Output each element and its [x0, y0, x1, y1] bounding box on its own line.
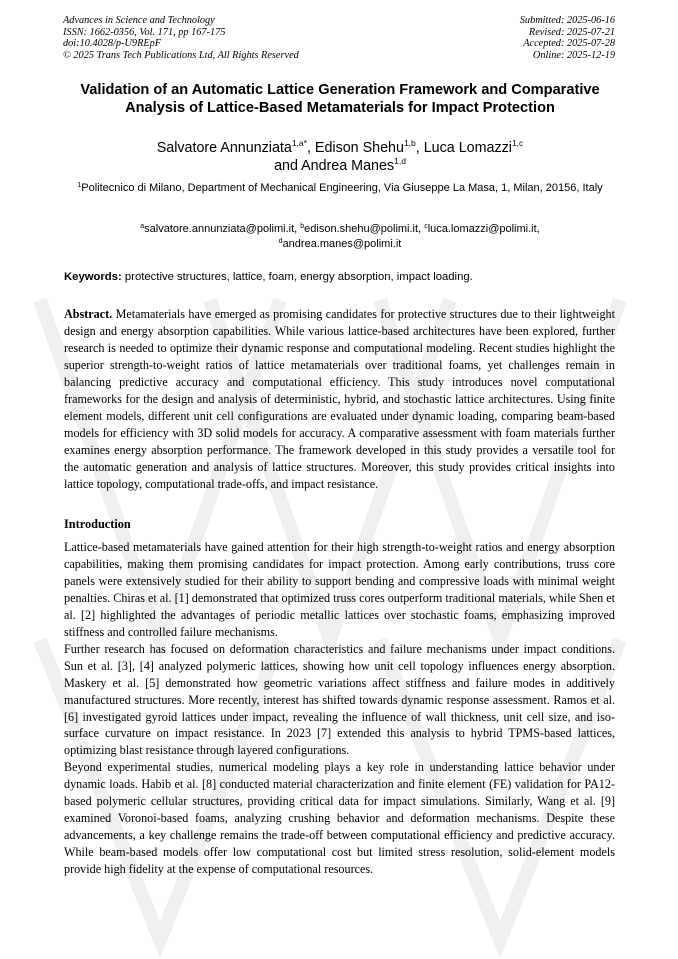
- submitted-date: Submitted: 2025-06-16: [519, 15, 615, 26]
- author-name: Salvatore Annunziata: [156, 140, 292, 156]
- keywords-text: protective structures, lattice, foam, energy absorption, impact loading.: [121, 271, 473, 283]
- introduction-body: [64, 539, 615, 878]
- author-name: Luca Lomazzi: [423, 140, 512, 156]
- journal-info: [63, 15, 299, 61]
- paper-title: Validation of an Automatic Lattice Generation Framework and Comparative Analysis of Lattice-Based Metamaterials for Impact Protection: [80, 82, 600, 116]
- online-date: Online: 2025-12-19: [532, 49, 615, 61]
- author-name: Edison Shehu: [314, 140, 404, 156]
- author-emails: $^a$salvatore.annunziata@polimi.it, $^b$edison.shehu@polimi.it, $^c$luca.lomazzi@polimi.it, $^d$andrea.manes@polimi.it: [140, 223, 540, 250]
- accepted-date: Accepted: 2025-07-28: [523, 38, 615, 50]
- author-affil-mark: 1,c: [511, 138, 524, 148]
- abstract-text: Metamaterials have emerged as promising candidates for protective structures due to their lightweight design and energy absorption capabilities. While various lattice-based architectures have been explored, further research is needed to optimize their dynamic response and computational modeling. Recent studies highlight the superior strength-to-weight ratios of lattice metamaterials over traditional foams, yet challenges remain in balancing predictive accuracy and computational efficiency. This study introduces novel computational frameworks for the design and analysis of deterministic, hybrid, and stochastic lattice architectures. Using finite element models, different unit cell configurations are evaluated under dynamic loading, comparing beam-based models for efficiency with 3D solid models for accuracy. A comparative assessment with foam materials further examines energy absorption performance. The framework developed in this study provides a versatile tool for the automatic generation and analysis of lattice structures. Moreover, this study provides critical insights into lattice topology, computational trade-offs, and impact resistance.: [64, 307, 615, 491]
- keywords: [64, 270, 620, 285]
- email-link[interactable]: salvatore.annunziata@polimi.it: [144, 223, 295, 235]
- author-name: Andrea Manes: [301, 158, 395, 174]
- author-affil-mark: 1,b: [403, 138, 416, 148]
- abstract-label: Abstract.: [64, 307, 113, 321]
- doi: doi:10.4028/p-U9REpF: [63, 38, 162, 50]
- submission-dates: [520, 15, 615, 61]
- email-link[interactable]: edison.shehu@polimi.it: [304, 223, 419, 235]
- email-link[interactable]: luca.lomazzi@polimi.it: [427, 223, 537, 235]
- revised-date: Revised: 2025-07-21: [528, 26, 615, 38]
- author-affil-mark: 1,d: [394, 156, 406, 166]
- abstract: [64, 306, 615, 492]
- keywords-label: Keywords:: [64, 271, 122, 283]
- paragraph: Beyond experimental studies, numerical modeling plays a key role in understanding lattice behavior under dynamic loads. Habib et al. [8] conducted material characterization and finite element (FE) validation for PA12-based polymeric cellular structures, providing critical data for impact simulations. Similarly, Wang et al. [9] examined Voronoi-based foams, analyzing crushing behavior and deformation mechanisms. Despite these advancements, a key challenge remains the trade-off between computational efficiency and predictive accuracy. While beam-based models offer low computational cost but limited stress resolution, solid-element models provide high fidelity at the expense of computational resources.: [64, 760, 615, 877]
- email-link[interactable]: andrea.manes@polimi.it: [282, 238, 402, 250]
- paragraph: Lattice-based metamaterials have gained attention for their high strength-to-weight ratios and energy absorption capabilities, making them promising candidates for impact protection. Among early contributions, truss core panels were extensively studied for their ability to support bending and compressive loads with minimal weight penalties. Chiras et al. [1] demonstrated that optimized truss cores outperform traditional materials, while Shen et al. [2] highlighted the advantages of periodic metallic lattices over stochastic foams, emphasizing improved stiffness and controlled failure mechanisms.: [64, 540, 615, 639]
- issn-volume: ISSN: 1662-0356, Vol. 171, pp 167-175: [63, 26, 226, 38]
- author-list: Salvatore Annunziata$^{1,a*}$, Edison Shehu$^{1,b}$, Luca Lomazzi$^{1,c}$ and Andrea Manes$^{1,d}$: [156, 138, 524, 174]
- affiliation: $^1$Politecnico di Milano, Department of Mechanical Engineering, Via Giuseppe La Masa, 1, Milan, 20156, Italy: [77, 182, 603, 194]
- section-heading-introduction: Introduction: [64, 517, 131, 531]
- copyright: © 2025 Trans Tech Publications Ltd, All Rights Reserved: [63, 49, 299, 61]
- journal-name: Advances in Science and Technology: [63, 15, 215, 26]
- author-affil-mark: 1,a*: [291, 138, 307, 148]
- paragraph: Further research has focused on deformation characteristics and failure mechanisms under impact conditions. Sun et al. [3], [4] analyzed polymeric lattices, showing how unit cell topology influences energy absorption. Maskery et al. [5] demonstrated how geometric variations affect stiffness and failure modes in additively manufactured structures. More recently, interest has shifted towards dynamic response assessment. Ramos et al. [6] investigated gyroid lattices under impact, revealing the influence of wall thickness, unit cell size, and iso-surface curvature on impact resistance. In 2023 [7] extended this analysis to hybrid TPMS-based lattices, optimizing blast resistance through layered configurations.: [64, 641, 615, 758]
